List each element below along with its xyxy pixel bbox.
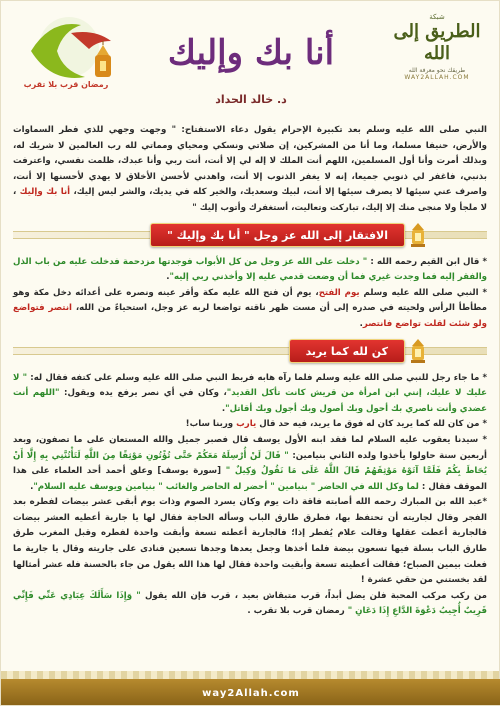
text: * سيدنا يعقوب عليه السلام لما فقد ابنه الأول يوسف قال فصبر جميل والله المستعان على ما تصفون، وبعد أربعين سنة حاولوا يأخذوا ولده الثاني بنيامين: [13,434,487,461]
text: ، يوم أن فتح الله عليه مكة وأقر عينه ونصره على أعدائه دخل مكة وهو مطأطأ الرأس ولحيته في صدره إلى أن مست ظهر ناقته تواضعا لربه عز وجل، استحياءً من الله، [13,287,487,314]
highlight: انتصر فتواضع ولو شئت لقلت تواضع فانتصر [13,303,487,329]
ramadan-text: رمضان قرب بلا تقرب [23,80,109,89]
text: وربنا ساب! [185,419,234,430]
footer-ornament [1,671,499,679]
section2-paragraph-1 [13,371,487,418]
text: . [359,318,363,329]
text: . [221,403,226,414]
text: * من كان لله كما يريد كان له فوق ما يريد، فيه حد قال [259,419,487,430]
text: * ما جاء رجل للنبي صلى الله عليه وسلم فلما رآه هابه فربط النبي صلى الله عليه وسلم على كتفه فقال له: [30,372,487,383]
text: * النبي صلى الله عليه وسلم [363,287,487,298]
highlight: يوم الفتح [318,287,360,298]
section2-paragraph-3 [13,433,487,495]
intro-highlight: أنا بك وإليك [19,187,71,198]
section2-paragraph-2 [13,417,487,433]
quote-highlight: لما وكل الله في الحاضر " بنيامين " أحضر له الحاضر والغائب " بنيامين ويوسف عليه السلام" [33,481,419,492]
text: ، وكان في أي نصر يرفع يده ويقول: [64,388,227,399]
quote-highlight: "اللهم أنت عضدي وأنت ناصري بك أحول وبك أصول وبك أجول وبك أقاتل" [13,388,487,414]
section-header-2 [13,337,487,367]
text: * قال ابن القيم رحمه الله : [370,256,487,267]
text: رمضان قرب بلا تقرب . [247,606,345,617]
brand-name: الطريق إلى الله [393,21,481,64]
verse-reference: [سورة يوسف] [157,466,222,477]
section-title-2: كن لله كما يريد [289,339,405,363]
quran-verse: " وَإِذَا سَأَلَكَ عِبَادِي عَنِّي فَإِنِّي قَرِيبٌ أُجِيبُ دَعْوَةَ الدَّاعِ إِذَا دَعَانِ " [13,590,487,617]
highlight: يارب [236,419,257,430]
page-title: أنا بك وإليك [167,33,335,73]
ramadan-logo [11,11,126,91]
quote-highlight: " دخلت على الله عز وجل من كل الأبواب فوجدتها مزدحمة فدخلت عليه من باب الذل والفقر إليه فما وجدت غيري فما أن وضعت قدمي عليه إلا وأخذني ربي إليه" [13,256,487,283]
section1-paragraph-2 [13,286,487,333]
footer-url[interactable]: way2Allah.com [202,688,300,699]
intro-text-end: ، لا ملجأ ولا منجى منك إلا إليك، تباركت وتعاليت، أستغفرك وأتوب إليك " [13,187,487,213]
lantern-icon [405,337,431,365]
text: من ركب مركب المحبة فلن يضل أبداً، قرب متبقاش بعيد ، قرب فإن الله يقول [144,590,487,601]
content [13,123,487,620]
brand-url: WAY2ALLAH.COM [404,74,470,81]
quran-verse: " قَالَ لَنْ أُرْسِلَهُ مَعَكُمْ حَتَّى تُؤْتُونِ مَوْثِقًا مِنَ اللَّهِ لَتَأْتُنَّنِي بِهِ إِلَّا أَنْ يُحَاطَ بِكُمْ فَلَمَّا آتَوْهُ مَوْثِقَهُمْ قَالَ اللَّهُ عَلَى مَا نَقُولُ وَكِيلٌ " [13,450,488,477]
text: *عبد الله بن المبارك رحمه الله أصابته فاقة ذات يوم وكان يسرد الصوم وذات يوم أبقى عشر بيضات لفطره بعد الفجر وقال لجاريته أن تحتفظ بها، فطرق طارق الباب وسأله الحاجة فقال لها يا جارية أعطيه العشر بيضات فالجارية أعطت عقلها وقالت علام يُفطر إذا؛ فالجارية أعطته تسعة وأبقت واحدة لفطره وقبل المغرب طرق طارق الباب بسلة فيها تسعون بيضة فلما أخذها وجعل يعدها وجدها تسعين فنادى على جاريته وقال يا جارية ما فعلت بيمين الصباح؛ فقالت أعطيته تسعة وأبقيت واحدة فقال لها هذا الله يقول من جاء بالحسنة فله عشر أمثالها لقد بخستني من حقي عشرة ! [13,497,487,586]
footer [1,679,500,705]
intro-paragraph [13,123,487,217]
text: وعلق أحمد أحد العلماء على هذا الموقف فقال : [13,466,487,492]
intro-text: النبي صلى الله عليه وسلم بعد تكبيرة الإحرام يقول دعاء الاستفتاح: " وجهت وجهي للذي فطر السماوات والأرض، حنيفا مسلما، وما أنا من المشركين، إن صلاتي ونسكي ومحياي ومماتي لله رب العالمين لا شريك له، وبذلك أمرت وأنا أول المسلمين، اللهم أنت الملك لا إله لي إلا أنت، أنت ربي وأنا عبدك، ظلمت نفسي، واعترفت بذنبي، فاغفر لي ذنوبي جميعا، إنه لا يغفر الذنوب إلا أنت، واهدني لأحسن الأخلاق لا يهدي لأحسنها إلا أنت، واصرف عني سيئها لا يصرف سيئها إلا أنت، لبيك وسعديك، والخير كله في يديك، والشر ليس إليك، [13,125,487,198]
section-header-1 [13,221,487,251]
header [1,1,500,113]
brand-logo [387,13,487,83]
section1-paragraph-1 [13,255,487,286]
quote-highlight: " لا عليك لا عليك، إنني ابن امرأة من قريش كانت تأكل القديد" [13,372,487,399]
author: د. خالد الحداد [215,93,287,106]
section2-paragraph-5 [13,589,487,620]
section-title-1: الافتقار إلى الله عز وجل " أنا بك وإليك " [150,223,405,247]
text: . [30,481,34,492]
brand-small: شبكة [429,13,445,21]
brand-tagline: طريقك نحو معرفة الله [408,67,466,74]
lantern-icon [405,221,431,249]
section2-paragraph-4 [13,495,487,589]
text: . [166,272,170,283]
